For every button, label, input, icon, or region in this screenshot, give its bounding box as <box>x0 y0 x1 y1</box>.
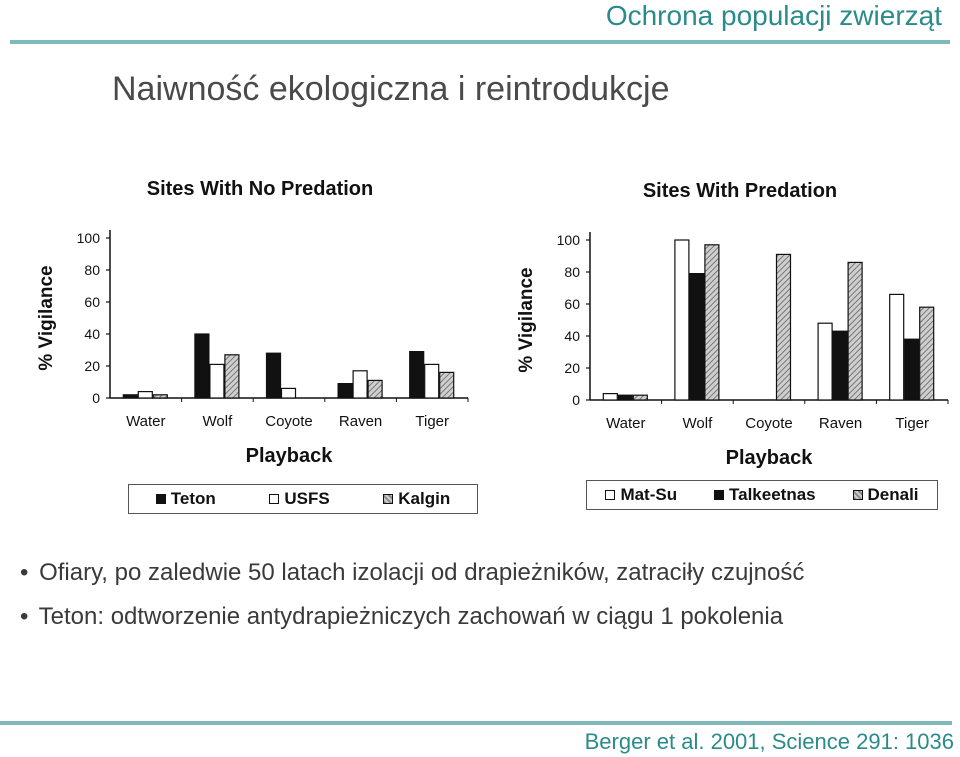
bar-teton-coyote <box>267 353 281 398</box>
y-axis-label: % Vigilance <box>516 267 537 373</box>
bar-kalgin-raven <box>368 380 382 398</box>
legend-label: Talkeetnas <box>729 485 816 504</box>
legend-item-denali <box>853 485 919 505</box>
bar-talkeetnas-water <box>618 395 632 400</box>
bar-teton-tiger <box>410 352 424 398</box>
x-tick-label: Raven <box>338 413 383 430</box>
bar-teton-wolf <box>195 334 209 398</box>
legend-swatch-hatched <box>383 494 393 504</box>
legend-swatch-black <box>714 490 724 500</box>
y-tick-label: 0 <box>92 390 100 406</box>
legend-label: USFS <box>284 489 330 508</box>
y-tick-label: 20 <box>84 358 100 374</box>
legend-swatch-hatched <box>853 490 863 500</box>
bar-talkeetnas-tiger <box>905 339 919 400</box>
y-tick-label: 80 <box>564 264 580 280</box>
x-tick-label: Water <box>126 413 166 430</box>
chart-with-predation-svg <box>510 172 960 477</box>
bar-mat-su-raven <box>818 323 832 400</box>
x-tick-label: Water <box>606 415 646 432</box>
bullet-symbol: • <box>20 603 29 630</box>
bar-usfs-tiger <box>425 364 439 398</box>
legend-no-predation <box>128 484 478 514</box>
chart-with-predation <box>510 172 960 477</box>
bar-denali-wolf <box>705 245 719 400</box>
bullet-item <box>20 558 940 588</box>
bullet-item <box>20 602 940 632</box>
bar-teton-raven <box>338 384 352 398</box>
bar-usfs-raven <box>353 371 367 398</box>
x-tick-label: Wolf <box>682 415 713 432</box>
bullet-symbol: • <box>20 559 29 586</box>
header-rule <box>10 40 950 44</box>
legend-item-mat-su <box>605 485 677 505</box>
bar-denali-water <box>633 395 647 400</box>
bullet-list <box>20 558 940 646</box>
bar-talkeetnas-wolf <box>690 274 704 400</box>
chart-no-predation-svg <box>30 170 480 475</box>
legend-label: Denali <box>867 485 919 504</box>
bar-mat-su-wolf <box>675 240 689 400</box>
bar-mat-su-water <box>603 394 617 400</box>
x-tick-label: Tiger <box>895 415 930 432</box>
bar-denali-coyote <box>777 254 791 400</box>
legend-swatch-white <box>605 490 615 500</box>
y-tick-label: 40 <box>564 328 580 344</box>
bar-kalgin-tiger <box>440 372 454 398</box>
section-title: Ochrona populacji zwierząt <box>605 0 942 31</box>
legend-item-usfs <box>269 489 329 509</box>
legend-label: Mat-Su <box>620 485 678 504</box>
x-axis-label: Playback <box>245 445 333 467</box>
y-tick-label: 40 <box>84 326 100 342</box>
y-tick-label: 100 <box>556 232 580 248</box>
bar-usfs-wolf <box>210 364 224 398</box>
x-axis-label: Playback <box>725 447 813 469</box>
legend-label: Kalgin <box>398 489 451 508</box>
bar-talkeetnas-raven <box>833 331 847 400</box>
legend-item-teton <box>156 489 216 509</box>
x-tick-label: Coyote <box>745 415 793 432</box>
y-tick-label: 60 <box>564 296 580 312</box>
legend-item-talkeetnas <box>714 485 816 505</box>
bullet-text: Ofiary, po zaledwie 50 latach izolacji od drapieżników, zatraciły czujność <box>39 559 805 586</box>
x-tick-label: Wolf <box>202 413 233 430</box>
bar-mat-su-tiger <box>890 294 904 400</box>
bar-denali-tiger <box>920 307 934 400</box>
y-tick-label: 100 <box>76 230 100 246</box>
bullet-text: Teton: odtworzenie antydrapieżniczych zachowań w ciągu 1 pokolenia <box>38 603 784 630</box>
legend-swatch-black <box>156 494 166 504</box>
legend-swatch-white <box>269 494 279 504</box>
bar-teton-water <box>123 395 137 398</box>
chart-no-predation <box>30 170 480 475</box>
bar-usfs-coyote <box>282 388 296 398</box>
chart-title: Sites With Predation <box>642 180 838 202</box>
y-tick-label: 60 <box>84 294 100 310</box>
y-tick-label: 80 <box>84 262 100 278</box>
x-tick-label: Tiger <box>415 413 450 430</box>
y-tick-label: 0 <box>572 392 580 408</box>
x-tick-label: Raven <box>818 415 863 432</box>
legend-item-kalgin <box>383 489 450 509</box>
chart-title: Sites With No Predation <box>146 178 374 200</box>
x-tick-label: Coyote <box>265 413 313 430</box>
legend-with-predation <box>586 480 938 510</box>
citation: Berger et al. 2001, Science 291: 1036 <box>584 729 954 754</box>
footer-rule <box>0 721 952 725</box>
y-tick-label: 20 <box>564 360 580 376</box>
bar-usfs-water <box>138 392 152 398</box>
slide-title: Naiwność ekologiczna i reintrodukcje <box>112 70 670 108</box>
y-axis-label: % Vigilance <box>36 265 57 371</box>
bar-kalgin-water <box>153 395 167 398</box>
bar-kalgin-wolf <box>225 355 239 398</box>
legend-label: Teton <box>170 489 216 508</box>
bar-denali-raven <box>848 262 862 400</box>
